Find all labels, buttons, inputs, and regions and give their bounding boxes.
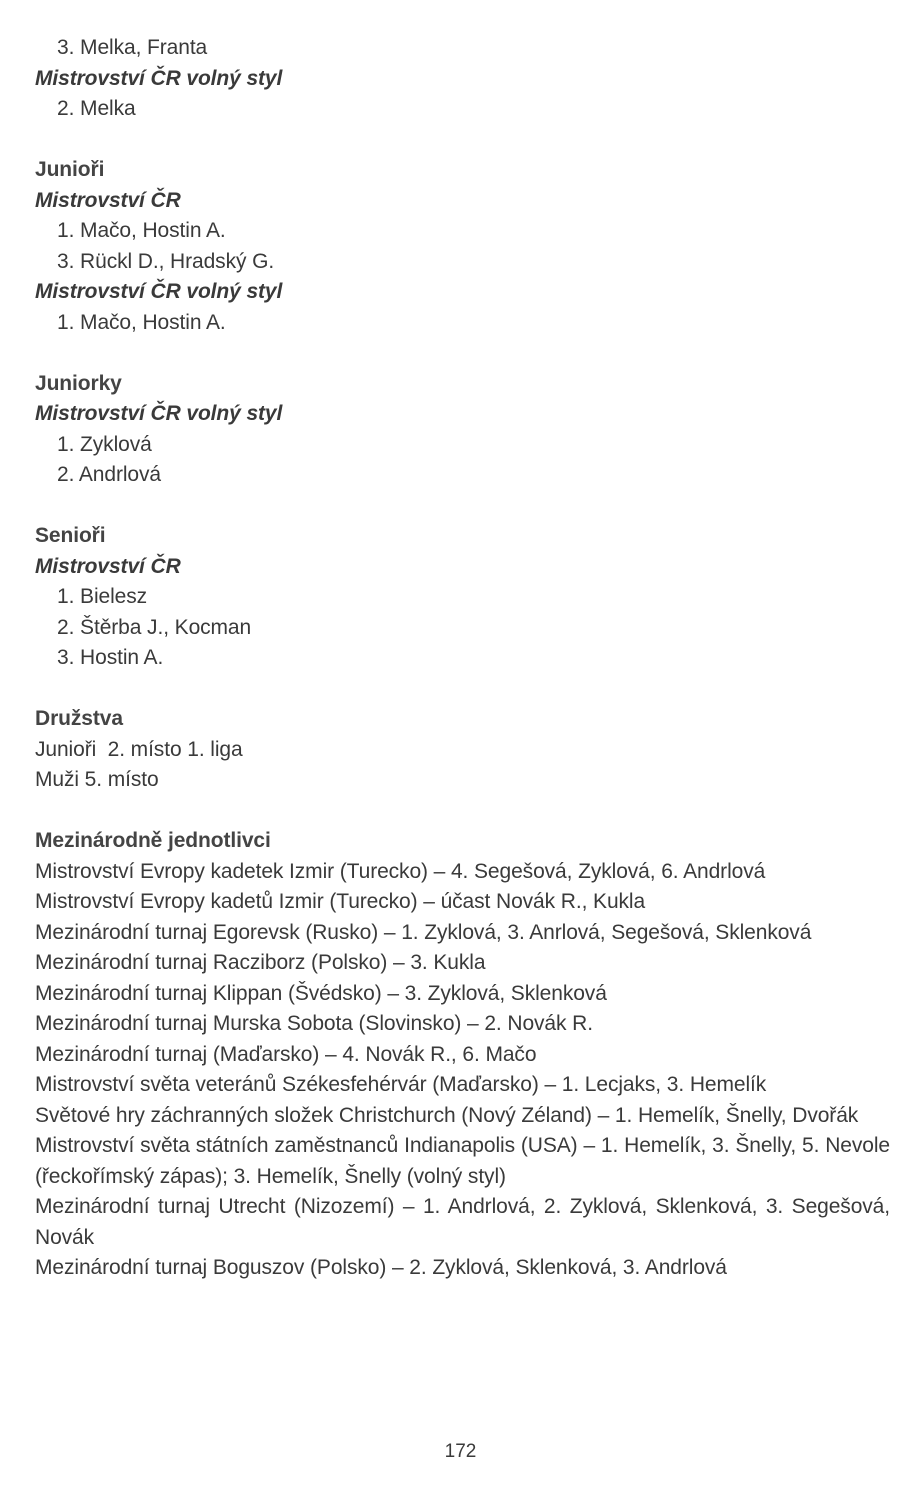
page-content: [35, 33, 890, 1284]
international-entry: Světové hry záchranných složek Christchurch (Nový Zéland) – 1. Hemelík, Šnelly, Dvořák: [35, 1103, 859, 1127]
event-title: Mistrovství ČR volný styl: [35, 402, 283, 425]
international-entry: Mistrovství Evropy kadetek Izmir (Turecko) – 4. Segešová, Zyklová, 6. Andrlová: [35, 859, 766, 883]
result-line: 3. Rückl D., Hradský G.: [57, 249, 275, 273]
section-heading-juniorky: Juniorky: [35, 371, 122, 395]
spacer: [35, 796, 890, 827]
spacer: [35, 338, 890, 369]
international-entry: Mezinárodní turnaj Murska Sobota (Slovinsko) – 2. Novák R.: [35, 1012, 593, 1035]
spacer: [35, 674, 890, 705]
international-entry: Mistrovství světa veteránů Székesfehérvár (Maďarsko) – 1. Lecjaks, 3. Hemelík: [35, 1073, 767, 1096]
team-result-line: Junioři 2. místo 1. liga: [35, 737, 243, 761]
result-line: 1. Bielesz: [57, 585, 148, 608]
event-title: Mistrovství ČR: [35, 188, 181, 212]
international-entry: Mistrovství Evropy kadetů Izmir (Turecko) – účast Novák R., Kukla: [35, 890, 646, 913]
international-entry: Mezinárodní turnaj Boguszov (Polsko) – 2. Zyklová, Sklenková, 3. Andrlová: [35, 1256, 727, 1279]
result-line: 1. Mačo, Hostin A.: [57, 310, 226, 334]
event-title: Mistrovství ČR volný styl: [35, 280, 283, 303]
international-entry: Mistrovství světa státních zaměstnanců Indianapolis (USA) – 1. Hemelík, 3. Šnelly, 5. Nevole (řeckořímský zápas); 3. Hemelík, Šnelly (volný styl): [35, 1134, 890, 1188]
result-line: 1. Mačo, Hostin A.: [57, 219, 226, 242]
international-entry: Mezinárodní turnaj Klippan (Švédsko) – 3. Zyklová, Sklenková: [35, 981, 607, 1005]
international-entry: Mezinárodní turnaj (Maďarsko) – 4. Novák R., 6. Mačo: [35, 1042, 537, 1066]
result-line: 2. Andrlová: [57, 463, 161, 486]
international-entry: Mezinárodní turnaj Egorevsk (Rusko) – 1. Zyklová, 3. Anrlová, Segešová, Sklenková: [35, 920, 812, 944]
result-line: 2. Štěrba J., Kocman: [57, 615, 252, 639]
section-heading-seniori: Senioři: [35, 524, 106, 547]
team-result-line: Muži 5. místo: [35, 768, 159, 791]
section-heading-mezinarodne: Mezinárodně jednotlivci: [35, 829, 271, 852]
page-number: 172: [444, 1441, 477, 1462]
result-line: 2. Melka: [57, 97, 136, 120]
result-line: 3. Hostin A.: [57, 646, 164, 669]
spacer: [35, 125, 890, 156]
event-title: Mistrovství ČR volný styl: [35, 66, 283, 90]
section-heading-juniori: Junioři: [35, 158, 105, 181]
international-entry: Mezinárodní turnaj Utrecht (Nizozemí) – 1. Andrlová, 2. Zyklová, Sklenková, 3. Segešová, Novák: [35, 1195, 890, 1249]
spacer: [35, 491, 890, 522]
event-title: Mistrovství ČR: [35, 554, 181, 578]
section-heading-druzstva: Družstva: [35, 707, 123, 730]
result-line: 1. Zyklová: [57, 432, 152, 456]
international-entry: Mezinárodní turnaj Racziborz (Polsko) – 3. Kukla: [35, 951, 486, 974]
result-line: 3. Melka, Franta: [57, 36, 208, 59]
